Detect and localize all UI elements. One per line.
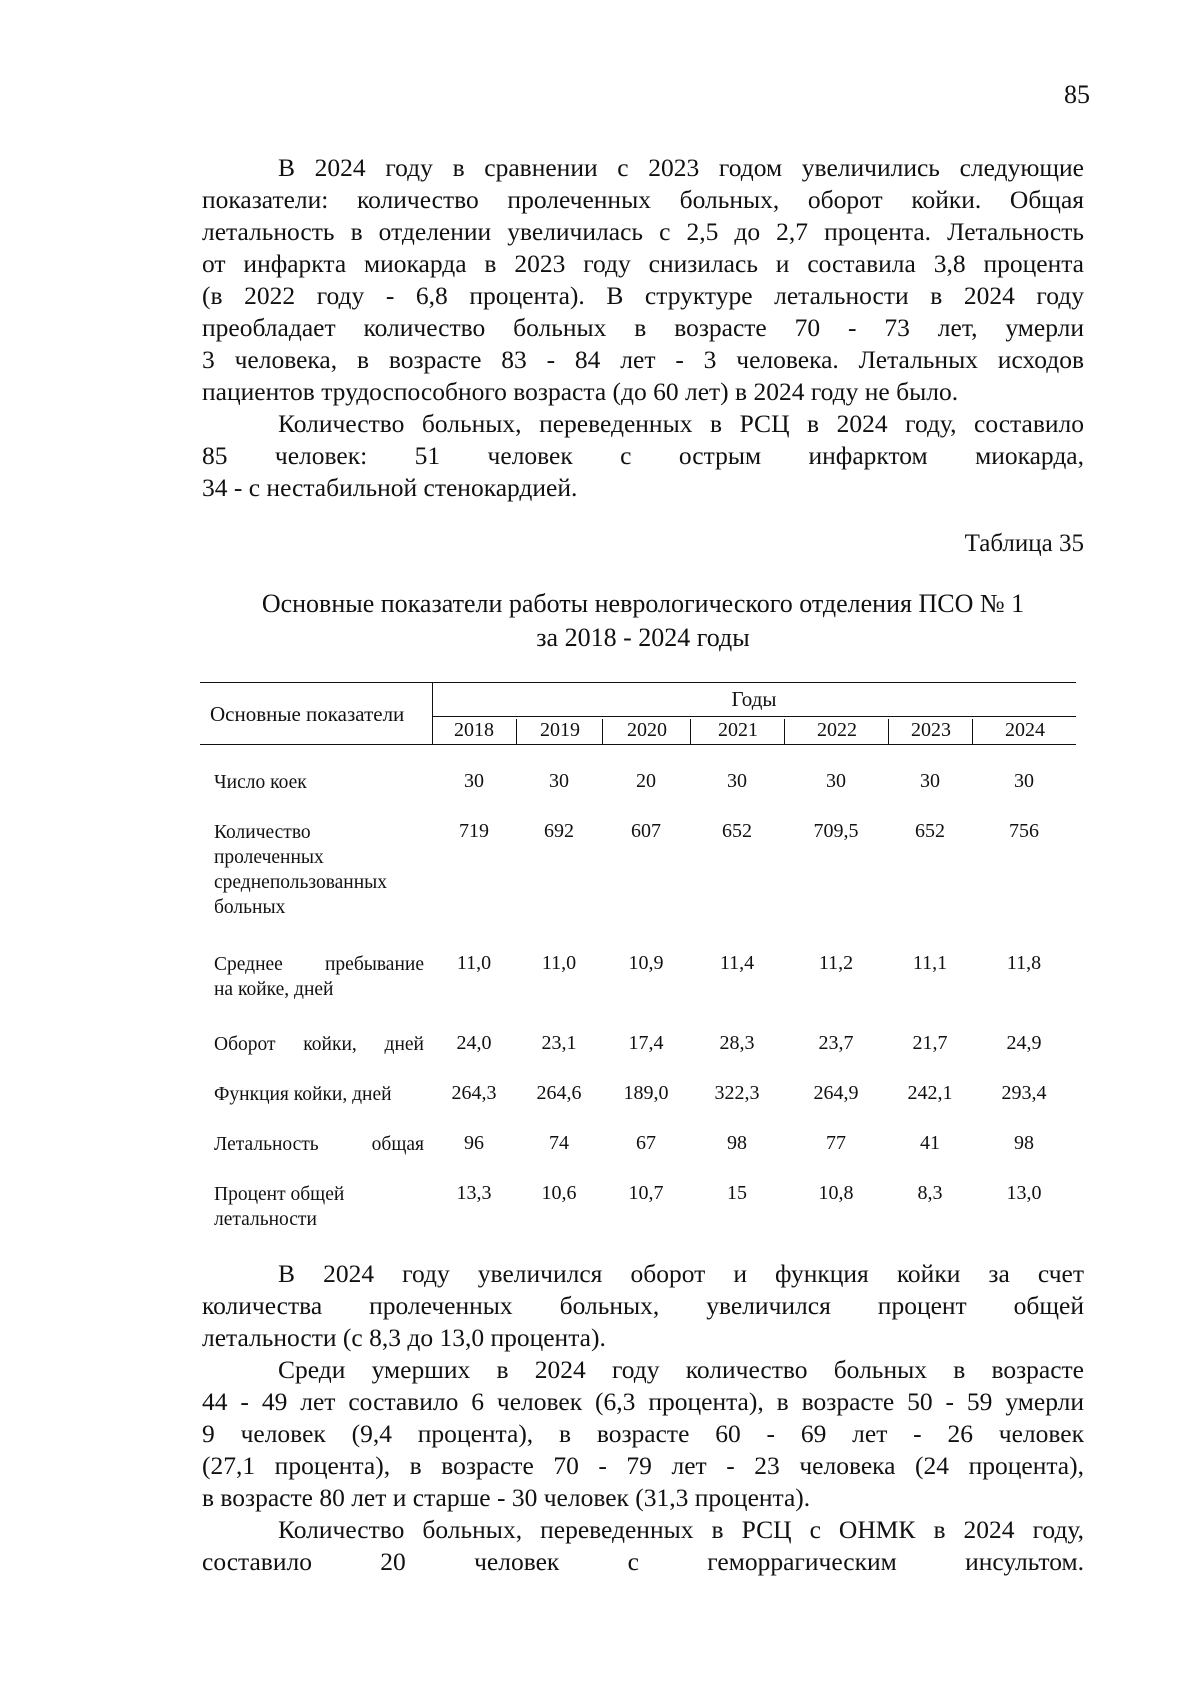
table-cell: 322,3 [714, 1082, 760, 1104]
paragraph-1 [202, 152, 1084, 408]
header-year: 2018 [454, 719, 494, 741]
table-cell: 30 [727, 770, 747, 792]
paragraph-line: пациентов трудоспособного возраста (до 60 лет) в 2024 году не было. [202, 377, 959, 406]
paragraph-line: В 2024 году в сравнении с 2023 годом увеличились следующие [278, 153, 1084, 182]
paragraph-line: В 2024 году увеличился оборот и функция койки за счет [278, 1259, 1084, 1288]
row-label-beds: Число коек [214, 772, 307, 793]
table-cell: 30 [549, 770, 569, 792]
paragraph-4 [202, 1354, 1084, 1514]
header-year: 2020 [602, 719, 691, 744]
paragraph-line: летальность в отделении увеличилась с 2,5 до 2,7 процента. Летальность [202, 217, 1084, 246]
table-cell: 709,5 [813, 820, 859, 842]
table-cell: 264,3 [451, 1082, 497, 1104]
row-label-bed-function: Функция койки, дней [214, 1084, 392, 1105]
table-cell: 11,0 [541, 952, 577, 974]
table-title-line: за 2018 - 2024 годы [536, 623, 750, 652]
table-cell: 17,4 [628, 1032, 664, 1054]
paragraph-line: Среди умерших в 2024 году количество больных в возрасте [278, 1355, 1084, 1384]
header-year: 2024 [972, 719, 1077, 744]
table-cell: 242,1 [907, 1082, 953, 1104]
paragraph-line: Количество больных, переведенных в РСЦ в 2024 году, составило [278, 409, 1084, 438]
table-cell: 756 [1009, 820, 1039, 842]
paragraph-line: от инфаркта миокарда в 2023 году снизилась и составила 3,8 процента [202, 249, 1084, 278]
table-cell: 607 [631, 820, 661, 842]
paragraph-line: 3 человека, в возрасте 83 - 84 лет - 3 человека. Летальных исходов [202, 345, 1084, 374]
table-cell: 28,3 [719, 1032, 755, 1054]
table-cell: 11,8 [1006, 952, 1042, 974]
row-label-mortality: Летальность общая [214, 1134, 424, 1155]
row-label-mortality-percent: Процент общей летальности [214, 1184, 345, 1230]
paragraph-line: количества пролеченных больных, увеличился процент общей [202, 1291, 1084, 1320]
table-title [202, 587, 1084, 655]
table-title-line: Основные показатели работы неврологического отделения ПСО № 1 [261, 589, 1025, 618]
table-cell: 41 [920, 1132, 940, 1154]
table-cell: 30 [464, 770, 484, 792]
paragraph-line: (27,1 процента), в возрасте 70 - 79 лет - 23 человека (24 процента), [202, 1451, 1084, 1480]
table-cell: 24,0 [456, 1032, 492, 1054]
table-cell: 11,4 [719, 952, 755, 974]
paragraph-line: преобладает количество больных в возрасте 70 - 73 лет, умерли [202, 313, 1084, 342]
table-cell: 692 [544, 820, 574, 842]
row-label-turnover: Оборот койки, дней [214, 1034, 424, 1055]
table-rule [432, 716, 1076, 717]
row-label-treated: Количество пролеченных среднепользованных больных [214, 822, 388, 918]
header-years: Годы [731, 687, 777, 711]
table-cell: 11,1 [912, 952, 948, 974]
paragraph-line: 34 - с нестабильной стенокардией. [202, 473, 578, 502]
table-cell: 21,7 [912, 1032, 948, 1054]
table-cell: 11,0 [456, 952, 492, 974]
table-cell: 652 [722, 820, 752, 842]
table-cell: 77 [826, 1132, 846, 1154]
table-cell: 98 [727, 1132, 747, 1154]
table-cell: 10,6 [541, 1182, 577, 1204]
table-cell: 98 [1014, 1132, 1034, 1154]
table-cell: 30 [826, 770, 846, 792]
table-cell: 13,3 [456, 1182, 492, 1204]
table-cell: 67 [636, 1132, 656, 1154]
table-cell: 13,0 [1006, 1182, 1042, 1204]
paragraph-3 [202, 1258, 1084, 1354]
paragraph-2 [202, 408, 1084, 504]
paragraph-line: в возрасте 80 лет и старше - 30 человек (31,3 процента). [202, 1483, 811, 1512]
table-cell: 719 [459, 820, 489, 842]
paragraph-line: составило 20 человек с геморрагическим инсультом. [202, 1547, 1084, 1576]
table-rule [200, 682, 1076, 683]
table-cell: 10,7 [628, 1182, 664, 1204]
table-cell: 189,0 [623, 1082, 669, 1104]
table-cell: 652 [915, 820, 945, 842]
table-rule [200, 744, 1076, 745]
paragraph-5 [202, 1514, 1084, 1578]
table-cell: 10,9 [628, 952, 664, 974]
header-year: 2022 [784, 719, 889, 744]
header-year: 2019 [516, 719, 603, 744]
page-number: 85 [1064, 80, 1090, 109]
table-cell: 8,3 [917, 1182, 943, 1204]
table-cell: 264,6 [536, 1082, 582, 1104]
paragraph-line: 85 человек: 51 человек с острым инфарктом миокарда, [202, 441, 1084, 470]
paragraph-line: летальности (с 8,3 до 13,0 процента). [202, 1323, 606, 1352]
header-year: 2021 [690, 719, 785, 744]
table-cell: 293,4 [1001, 1082, 1047, 1104]
table-cell: 30 [1014, 770, 1034, 792]
row-label-avg-stay: Среднее пребывание на койке, дней [214, 954, 424, 1000]
table-cell: 24,9 [1006, 1032, 1042, 1054]
header-year: 2023 [888, 719, 973, 744]
table-cell: 74 [549, 1132, 569, 1154]
table-cell: 15 [727, 1182, 747, 1204]
table-cell: 10,8 [818, 1182, 854, 1204]
paragraph-line: показатели: количество пролеченных больных, оборот койки. Общая [202, 185, 1084, 214]
table-cell: 20 [636, 770, 656, 792]
header-main-indicators: Основные показатели [210, 702, 405, 726]
paragraph-line: (в 2022 году - 6,8 процента). В структуре летальности в 2024 году [202, 281, 1084, 310]
table-cell: 11,2 [818, 952, 854, 974]
paragraph-line: 9 человек (9,4 процента), в возрасте 60 - 69 лет - 26 человек [202, 1419, 1084, 1448]
table-cell: 96 [464, 1132, 484, 1154]
table-cell: 30 [920, 770, 940, 792]
table-cell: 264,9 [813, 1082, 859, 1104]
paragraph-line: Количество больных, переведенных в РСЦ с ОНМК в 2024 году, [278, 1515, 1084, 1544]
table-label: Таблица 35 [964, 530, 1084, 557]
table-cell: 23,1 [541, 1032, 577, 1054]
paragraph-line: 44 - 49 лет составило 6 человек (6,3 процента), в возрасте 50 - 59 умерли [202, 1387, 1084, 1416]
table-cell: 23,7 [818, 1032, 854, 1054]
